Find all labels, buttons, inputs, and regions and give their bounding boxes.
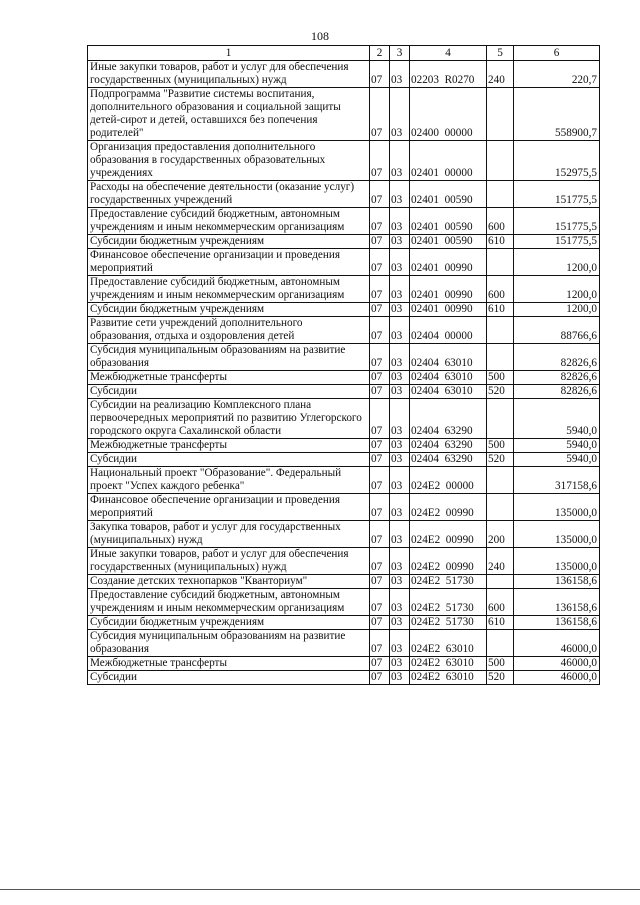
row-expense-type (487, 317, 514, 344)
row-target-article: 024E2 00990 (410, 548, 487, 575)
row-target-article: 02404 63010 (410, 371, 487, 385)
row-amount: 1200,0 (514, 303, 600, 317)
row-target-article: 024E2 00000 (410, 467, 487, 494)
row-subsection: 03 (390, 399, 410, 439)
row-name: Межбюджетные трансферты (88, 371, 370, 385)
row-section: 07 (370, 399, 390, 439)
row-amount: 46000,0 (514, 630, 600, 657)
row-subsection: 03 (390, 344, 410, 371)
row-section: 07 (370, 141, 390, 181)
row-subsection: 03 (390, 235, 410, 249)
row-subsection: 03 (390, 671, 410, 685)
table-row (88, 235, 600, 249)
row-amount: 82826,6 (514, 344, 600, 371)
header-col-5: 5 (487, 46, 514, 61)
row-target-article: 02400 00000 (410, 88, 487, 141)
row-amount: 135000,0 (514, 521, 600, 548)
table-row (88, 494, 600, 521)
row-target-article: 02404 63010 (410, 344, 487, 371)
header-row (88, 46, 600, 61)
row-name: Субсидии (88, 385, 370, 399)
table-row (88, 61, 600, 88)
row-name: Закупка товаров, работ и услуг для государственных (муниципальных) нужд (88, 521, 370, 548)
row-expense-type (487, 181, 514, 208)
row-name: Субсидии (88, 453, 370, 467)
row-target-article: 02401 00590 (410, 181, 487, 208)
table-row (88, 141, 600, 181)
row-amount: 151775,5 (514, 208, 600, 235)
row-amount: 135000,0 (514, 548, 600, 575)
table-row (88, 548, 600, 575)
row-expense-type: 600 (487, 208, 514, 235)
row-section: 07 (370, 494, 390, 521)
row-target-article: 02401 00590 (410, 208, 487, 235)
row-name: Создание детских технопарков "Кванториум" (88, 575, 370, 589)
row-subsection: 03 (390, 548, 410, 575)
row-amount: 46000,0 (514, 671, 600, 685)
row-expense-type: 500 (487, 657, 514, 671)
row-amount: 5940,0 (514, 453, 600, 467)
row-subsection: 03 (390, 439, 410, 453)
row-subsection: 03 (390, 181, 410, 208)
row-amount: 152975,5 (514, 141, 600, 181)
row-name: Субсидия муниципальным образованиям на развитие образования (88, 630, 370, 657)
row-amount: 5940,0 (514, 399, 600, 439)
table-row (88, 385, 600, 399)
row-name: Межбюджетные трансферты (88, 439, 370, 453)
row-target-article: 024E2 63010 (410, 671, 487, 685)
row-expense-type: 240 (487, 548, 514, 575)
bottom-rule (0, 889, 640, 890)
row-target-article: 02404 63290 (410, 399, 487, 439)
row-amount: 220,7 (514, 61, 600, 88)
row-target-article: 024E2 00990 (410, 494, 487, 521)
row-subsection: 03 (390, 371, 410, 385)
header-col-4: 4 (410, 46, 487, 61)
table-body (88, 61, 600, 685)
row-expense-type (487, 494, 514, 521)
row-amount: 135000,0 (514, 494, 600, 521)
table-row (88, 657, 600, 671)
row-section: 07 (370, 208, 390, 235)
row-expense-type (487, 467, 514, 494)
row-target-article: 024E2 51730 (410, 589, 487, 616)
row-amount: 136158,6 (514, 616, 600, 630)
row-target-article: 02401 00990 (410, 249, 487, 276)
table-row (88, 208, 600, 235)
row-expense-type (487, 575, 514, 589)
row-section: 07 (370, 61, 390, 88)
row-amount: 151775,5 (514, 181, 600, 208)
row-section: 07 (370, 453, 390, 467)
table-row (88, 181, 600, 208)
table-row (88, 616, 600, 630)
row-section: 07 (370, 385, 390, 399)
row-name: Межбюджетные трансферты (88, 657, 370, 671)
row-target-article: 02401 00990 (410, 303, 487, 317)
row-name: Расходы на обеспечение деятельности (оказание услуг) государственных учреждений (88, 181, 370, 208)
row-expense-type (487, 630, 514, 657)
row-target-article: 024E2 51730 (410, 575, 487, 589)
row-target-article: 024E2 00990 (410, 521, 487, 548)
row-section: 07 (370, 630, 390, 657)
row-expense-type (487, 399, 514, 439)
header-col-1: 1 (88, 46, 370, 61)
table-row (88, 630, 600, 657)
row-name: Иные закупки товаров, работ и услуг для обеспечения государственных (муниципальных) нужд (88, 548, 370, 575)
row-subsection: 03 (390, 616, 410, 630)
table-row (88, 439, 600, 453)
row-target-article: 02401 00990 (410, 276, 487, 303)
row-subsection: 03 (390, 467, 410, 494)
row-expense-type: 600 (487, 276, 514, 303)
row-section: 07 (370, 616, 390, 630)
row-expense-type: 600 (487, 589, 514, 616)
row-target-article: 02404 63290 (410, 453, 487, 467)
row-subsection: 03 (390, 630, 410, 657)
row-subsection: 03 (390, 494, 410, 521)
row-name: Субсидии бюджетным учреждениям (88, 235, 370, 249)
row-section: 07 (370, 467, 390, 494)
row-section: 07 (370, 589, 390, 616)
row-amount: 82826,6 (514, 371, 600, 385)
table-row (88, 371, 600, 385)
row-subsection: 03 (390, 276, 410, 303)
row-expense-type: 200 (487, 521, 514, 548)
row-name: Развитие сети учреждений дополнительного образования, отдыха и оздоровления детей (88, 317, 370, 344)
row-section: 07 (370, 657, 390, 671)
row-expense-type (487, 249, 514, 276)
row-section: 07 (370, 249, 390, 276)
row-name: Организация предоставления дополнительного образования в государственных образовательных учреждениях (88, 141, 370, 181)
row-expense-type: 500 (487, 439, 514, 453)
header-col-2: 2 (370, 46, 390, 61)
row-amount: 136158,6 (514, 589, 600, 616)
row-amount: 82826,6 (514, 385, 600, 399)
table-row (88, 88, 600, 141)
row-section: 07 (370, 181, 390, 208)
table-row (88, 521, 600, 548)
row-amount: 1200,0 (514, 249, 600, 276)
row-target-article: 024E2 51730 (410, 616, 487, 630)
row-name: Субсидии (88, 671, 370, 685)
row-subsection: 03 (390, 141, 410, 181)
page-number: 108 (311, 29, 329, 43)
row-target-article: 02404 63290 (410, 439, 487, 453)
row-amount: 1200,0 (514, 276, 600, 303)
row-name: Подпрограмма "Развитие системы воспитания, дополнительного образования и социальной защиты детей-сирот и детей, оставшихся без попечения родителей" (88, 88, 370, 141)
row-section: 07 (370, 344, 390, 371)
row-expense-type: 500 (487, 371, 514, 385)
row-amount: 317158,6 (514, 467, 600, 494)
row-expense-type (487, 344, 514, 371)
table-row (88, 276, 600, 303)
header-col-6: 6 (514, 46, 600, 61)
row-subsection: 03 (390, 575, 410, 589)
row-amount: 5940,0 (514, 439, 600, 453)
row-section: 07 (370, 548, 390, 575)
table-row (88, 399, 600, 439)
row-subsection: 03 (390, 589, 410, 616)
row-expense-type: 520 (487, 453, 514, 467)
row-name: Субсидия муниципальным образованиям на развитие образования (88, 344, 370, 371)
row-name: Иные закупки товаров, работ и услуг для обеспечения государственных (муниципальных) нужд (88, 61, 370, 88)
row-expense-type: 610 (487, 303, 514, 317)
row-subsection: 03 (390, 249, 410, 276)
row-name: Предоставление субсидий бюджетным, автономным учреждениям и иным некоммерческим организациям (88, 276, 370, 303)
row-expense-type (487, 141, 514, 181)
row-target-article: 02404 63010 (410, 385, 487, 399)
table-row (88, 467, 600, 494)
row-subsection: 03 (390, 317, 410, 344)
table-row (88, 303, 600, 317)
row-name: Предоставление субсидий бюджетным, автономным учреждениям и иным некоммерческим организациям (88, 208, 370, 235)
table-row (88, 453, 600, 467)
table-row (88, 671, 600, 685)
row-name: Субсидии бюджетным учреждениям (88, 616, 370, 630)
table-row (88, 344, 600, 371)
row-subsection: 03 (390, 657, 410, 671)
row-amount: 88766,6 (514, 317, 600, 344)
row-amount: 558900,7 (514, 88, 600, 141)
row-section: 07 (370, 88, 390, 141)
row-subsection: 03 (390, 61, 410, 88)
row-target-article: 024E2 63010 (410, 630, 487, 657)
row-section: 07 (370, 521, 390, 548)
row-subsection: 03 (390, 453, 410, 467)
table-row (88, 249, 600, 276)
row-section: 07 (370, 439, 390, 453)
row-name: Предоставление субсидий бюджетным, автономным учреждениям и иным некоммерческим организациям (88, 589, 370, 616)
row-subsection: 03 (390, 208, 410, 235)
row-expense-type: 610 (487, 235, 514, 249)
row-name: Финансовое обеспечение организации и проведения мероприятий (88, 249, 370, 276)
row-name: Национальный проект "Образование". Федеральный проект "Успех каждого ребенка" (88, 467, 370, 494)
row-section: 07 (370, 235, 390, 249)
row-target-article: 024E2 63010 (410, 657, 487, 671)
row-expense-type: 520 (487, 671, 514, 685)
row-name: Финансовое обеспечение организации и проведения мероприятий (88, 494, 370, 521)
row-subsection: 03 (390, 303, 410, 317)
budget-table (87, 45, 600, 685)
row-expense-type: 240 (487, 61, 514, 88)
row-target-article: 02203 R0270 (410, 61, 487, 88)
row-subsection: 03 (390, 385, 410, 399)
row-subsection: 03 (390, 521, 410, 548)
row-section: 07 (370, 276, 390, 303)
header-col-3: 3 (390, 46, 410, 61)
row-amount: 46000,0 (514, 657, 600, 671)
row-section: 07 (370, 317, 390, 344)
row-amount: 136158,6 (514, 575, 600, 589)
row-section: 07 (370, 303, 390, 317)
row-expense-type (487, 88, 514, 141)
row-expense-type: 520 (487, 385, 514, 399)
row-target-article: 02404 00000 (410, 317, 487, 344)
row-name: Субсидии бюджетным учреждениям (88, 303, 370, 317)
table-row (88, 317, 600, 344)
table-row (88, 575, 600, 589)
row-section: 07 (370, 371, 390, 385)
table-row (88, 589, 600, 616)
row-target-article: 02401 00000 (410, 141, 487, 181)
row-target-article: 02401 00590 (410, 235, 487, 249)
table-header (88, 46, 600, 61)
row-amount: 151775,5 (514, 235, 600, 249)
row-section: 07 (370, 671, 390, 685)
row-expense-type: 610 (487, 616, 514, 630)
row-subsection: 03 (390, 88, 410, 141)
row-section: 07 (370, 575, 390, 589)
row-name: Субсидии на реализацию Комплексного плана первоочередных мероприятий по развитию Углегорского городского округа Сахалинской области (88, 399, 370, 439)
